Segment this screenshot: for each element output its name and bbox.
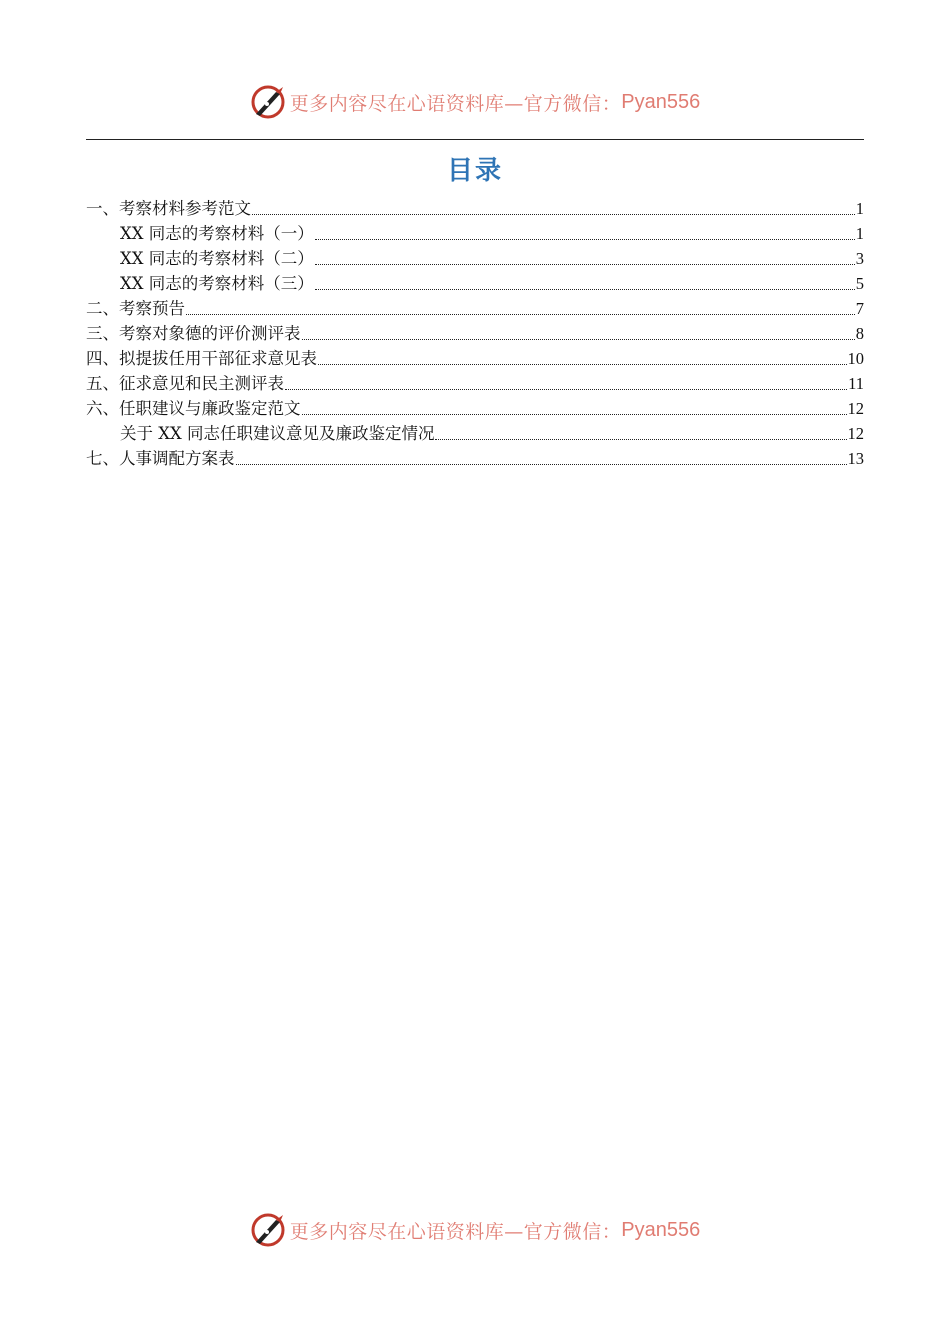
toc-dot-leader [435,439,846,440]
toc-entry[interactable] [86,446,864,471]
header-divider [86,139,864,140]
toc-entry-label: 五、征求意见和民主测评表 [86,374,284,393]
toc-entry-page-number: 7 [855,299,864,318]
toc-entry-label: XX 同志的考察材料（二） [120,249,314,268]
toc-entry-page-number: 3 [855,249,864,268]
toc-entry-page-number: 1 [855,199,864,218]
toc-entry-label: 七、人事调配方案表 [86,449,235,468]
toc-entry-page-number: 11 [848,374,864,393]
toc-entry-page-number: 12 [847,424,864,443]
toc-entry-label: 二、考察预告 [86,299,185,318]
footer-banner-text: 更多内容尽在心语资料库—官方微信： [289,1220,622,1243]
toc-entry-label: 关于 XX 同志任职建议意见及廉政鉴定情况 [120,424,435,443]
toc-entry-page-number: 13 [847,449,864,468]
toc-dot-leader [302,339,855,340]
quill-pen-circle-icon [250,1212,286,1248]
header-banner [0,80,950,124]
toc-entry-label: XX 同志的考察材料（三） [120,274,314,293]
toc-entry-page-number: 1 [855,224,864,243]
header-banner-text: 更多内容尽在心语资料库—官方微信： [289,92,622,115]
toc-entry-page-number: 8 [855,324,864,343]
toc-entry[interactable] [86,421,864,446]
toc-entry-label: 四、拟提拔任用干部征求意见表 [86,349,317,368]
toc-dot-leader [285,389,847,390]
toc-title: 目录 [446,156,503,186]
toc-entry[interactable] [86,221,864,246]
toc-entry[interactable] [86,246,864,271]
toc-dot-leader [315,239,855,240]
toc-entry-page-number: 5 [855,274,864,293]
toc-entry[interactable] [86,296,864,321]
toc-dot-leader [302,414,847,415]
toc-entry-label: 六、任职建议与廉政鉴定范文 [86,399,301,418]
toc-dot-leader [315,264,855,265]
toc-dot-leader [236,464,847,465]
quill-pen-circle-icon [250,84,286,120]
toc-entry[interactable] [86,196,864,221]
toc-dot-leader [315,289,855,290]
toc-entry[interactable] [86,371,864,396]
table-of-contents [86,196,864,471]
toc-dot-leader [186,314,855,315]
footer-wechat-id: Pyan556 [621,1218,701,1241]
toc-entry-label: XX 同志的考察材料（一） [120,224,314,243]
toc-entry[interactable] [86,396,864,421]
toc-entry-page-number: 12 [847,399,864,418]
toc-entry-label: 三、考察对象德的评价测评表 [86,324,301,343]
toc-dot-leader [252,214,855,215]
toc-entry[interactable] [86,346,864,371]
toc-entry-page-number: 10 [847,349,864,368]
toc-entry-label: 一、考察材料参考范文 [86,199,251,218]
toc-entry[interactable] [86,271,864,296]
footer-banner [0,1208,950,1252]
toc-dot-leader [318,364,847,365]
header-wechat-id: Pyan556 [621,90,701,113]
toc-entry[interactable] [86,321,864,346]
